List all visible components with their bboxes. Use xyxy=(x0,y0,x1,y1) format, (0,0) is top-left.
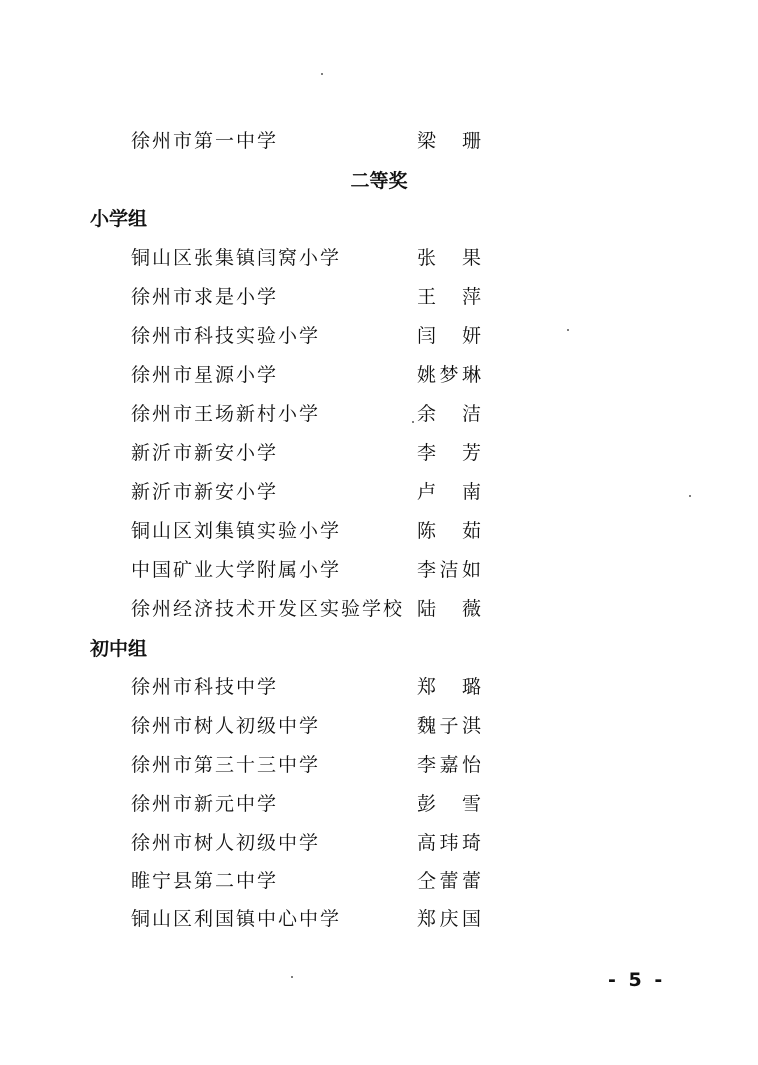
school-name: 铜山区张集镇闫窝小学 xyxy=(131,247,342,269)
school-name: 徐州市星源小学 xyxy=(131,364,279,386)
award-entry xyxy=(0,515,758,547)
school-name: 中国矿业大学附属小学 xyxy=(131,559,342,581)
award-entry xyxy=(0,125,758,157)
award-entry xyxy=(0,593,758,625)
award-entry xyxy=(0,320,758,352)
award-entry xyxy=(0,359,758,391)
school-name: 徐州市第三十三中学 xyxy=(131,754,321,776)
school-name: 睢宁县第二中学 xyxy=(131,870,279,892)
winner-name: 梁 珊 xyxy=(417,130,481,152)
winner-name: 彭 雪 xyxy=(417,793,481,815)
school-name: 徐州经济技术开发区实验学校 xyxy=(131,598,405,620)
school-name: 铜山区利国镇中心中学 xyxy=(131,908,342,930)
award-entry xyxy=(0,749,758,781)
school-name: 新沂市新安小学 xyxy=(131,481,279,503)
award-entry xyxy=(0,476,758,508)
award-entry xyxy=(0,671,758,703)
award-entry xyxy=(0,554,758,586)
page-number: - 5 - xyxy=(608,969,666,991)
winner-name: 陈 茹 xyxy=(417,520,481,542)
school-name: 徐州市求是小学 xyxy=(131,286,279,308)
award-entry xyxy=(0,398,758,430)
scan-speck xyxy=(291,976,293,978)
school-name: 徐州市树人初级中学 xyxy=(131,715,321,737)
scan-speck xyxy=(321,73,323,75)
school-name: 徐州市新元中学 xyxy=(131,793,279,815)
award-entry xyxy=(0,903,758,935)
group-title-junior: 初中组 xyxy=(90,638,148,660)
winner-name: 仝蕾蕾 xyxy=(417,870,481,892)
winner-name: 王 萍 xyxy=(417,286,481,308)
award-entry xyxy=(0,242,758,274)
prize-title: 二等奖 xyxy=(350,170,408,192)
winner-name: 郑 璐 xyxy=(417,676,481,698)
winner-name: 姚梦琳 xyxy=(417,364,481,386)
school-name: 徐州市科技实验小学 xyxy=(131,325,321,347)
award-entry xyxy=(0,710,758,742)
winner-name: 闫 妍 xyxy=(417,325,481,347)
school-name: 徐州市科技中学 xyxy=(131,676,279,698)
award-entry xyxy=(0,281,758,313)
winner-name: 余 洁 xyxy=(417,403,481,425)
winner-name: 李洁如 xyxy=(417,559,481,581)
winner-name: 陆 薇 xyxy=(417,598,481,620)
winner-name: 张 果 xyxy=(417,247,481,269)
award-entry xyxy=(0,788,758,820)
school-name: 铜山区刘集镇实验小学 xyxy=(131,520,342,542)
award-entry xyxy=(0,827,758,859)
award-entry xyxy=(0,865,758,897)
winner-name: 李 芳 xyxy=(417,442,481,464)
school-name: 新沂市新安小学 xyxy=(131,442,279,464)
group-title-primary: 小学组 xyxy=(90,208,148,230)
award-entry xyxy=(0,437,758,469)
winner-name: 郑庆国 xyxy=(417,908,481,930)
school-name: 徐州市第一中学 xyxy=(131,130,279,152)
school-name: 徐州市树人初级中学 xyxy=(131,832,321,854)
winner-name: 卢 南 xyxy=(417,481,481,503)
school-name: 徐州市王场新村小学 xyxy=(131,403,321,425)
winner-name: 高玮琦 xyxy=(417,832,481,854)
winner-name: 李嘉怡 xyxy=(417,754,481,776)
winner-name: 魏子淇 xyxy=(417,715,481,737)
